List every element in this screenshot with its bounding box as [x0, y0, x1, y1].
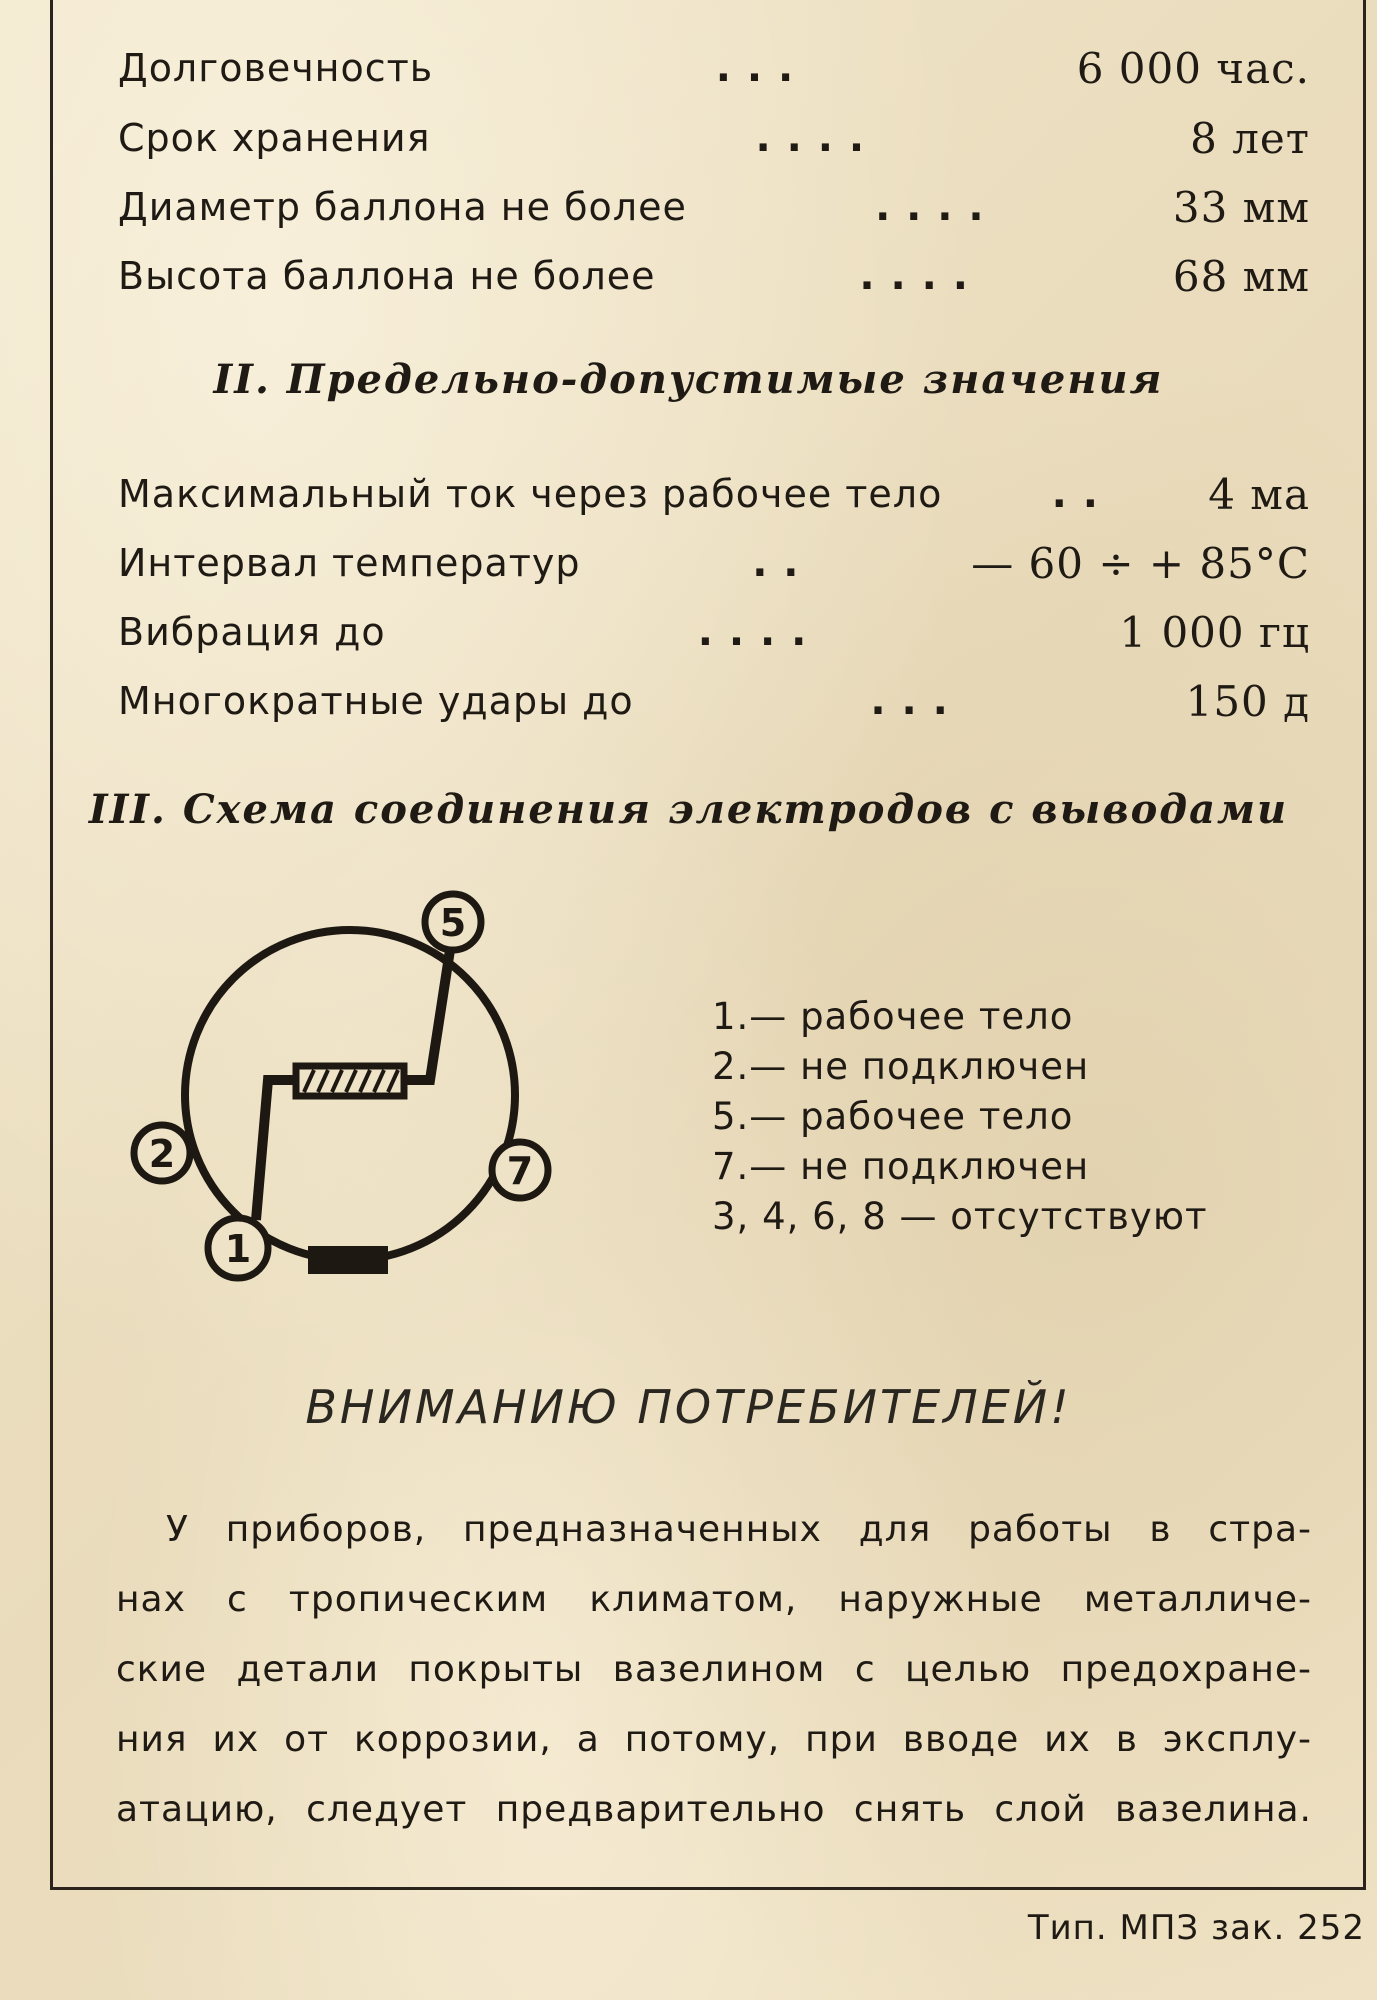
leader-dots: . . .: [715, 45, 795, 91]
limit-value: — 60 ÷ + 85°C: [971, 538, 1310, 588]
leader-dots: . .: [1051, 471, 1099, 517]
spec-label: Диаметр баллона не более: [118, 185, 687, 229]
limit-label: Интервал температур: [118, 541, 581, 585]
spec-value: 33 мм: [1172, 182, 1310, 232]
limit-value: 150 д: [1185, 676, 1310, 726]
spec-row: [118, 177, 1310, 237]
leader-dots: . . . .: [859, 253, 969, 299]
leader-dots: . . . .: [697, 609, 808, 655]
pin-5-label: 5: [439, 901, 467, 945]
pin-legend-item: 5.— рабочее тело: [712, 1095, 1074, 1138]
print-imprint: Тип. МПЗ зак. 252: [1027, 1908, 1365, 1948]
pin-legend-item: 1.— рабочее тело: [712, 995, 1074, 1038]
limit-row: [118, 533, 1310, 593]
section-heading: III. Схема соединения электродов с выводами: [88, 786, 1289, 833]
spec-value: 68 мм: [1172, 251, 1310, 301]
notice-title: ВНИМАНИЮ ПОТРЕБИТЕЛЕЙ!: [305, 1380, 1072, 1434]
limit-row: [118, 671, 1310, 731]
section-heading: II. Предельно-допустимые значения: [213, 356, 1164, 403]
spec-row: [118, 38, 1310, 98]
leader-dots: . . . .: [875, 184, 985, 230]
pin-2: [134, 1125, 190, 1181]
pin-legend: [712, 992, 1332, 1242]
spec-value: 6 000 час.: [1076, 43, 1310, 93]
base-key: [308, 1246, 388, 1274]
limit-row: [118, 464, 1310, 524]
spec-row: [118, 108, 1310, 168]
limit-value: 1 000 гц: [1119, 607, 1310, 657]
pin-1-label: 1: [224, 1227, 252, 1271]
spec-label: Долговечность: [118, 46, 434, 90]
pin-7-label: 7: [506, 1149, 534, 1193]
limit-label: Вибрация до: [118, 610, 386, 654]
pin-7: [492, 1142, 548, 1198]
limit-label: Максимальный ток через рабочее тело: [118, 472, 943, 516]
spec-row: [118, 246, 1310, 306]
notice-line: ские детали покрыты вазелином с целью предохране-: [116, 1649, 1312, 1690]
spec-label: Срок хранения: [118, 116, 431, 160]
notice-line: У приборов, предназначенных для работы в стра-: [166, 1509, 1312, 1550]
limit-label: Многократные удары до: [118, 679, 634, 723]
electrode-lead-1: [256, 1080, 298, 1220]
pin-legend-item: 3, 4, 6, 8 — отсутствуют: [712, 1195, 1208, 1238]
pin-legend-item: 2.— не подключен: [712, 1045, 1090, 1088]
electrode-lead-5: [402, 950, 450, 1080]
notice-body: [116, 1495, 1312, 1845]
pin-legend-item: 7.— не подключен: [712, 1145, 1090, 1188]
limit-row: [118, 602, 1310, 662]
notice-line: атацию, следует предварительно снять слой вазелина.: [116, 1789, 1312, 1830]
spec-value: 8 лет: [1190, 113, 1310, 163]
limit-value: 4 ма: [1208, 469, 1310, 519]
pin-1: [208, 1218, 268, 1278]
notice-line: нах с тропическим климатом, наружные металличе-: [116, 1579, 1312, 1620]
pin-diagram: [120, 880, 580, 1300]
leader-dots: . . .: [870, 678, 949, 724]
pin-2-label: 2: [148, 1132, 176, 1176]
notice-line: ния их от коррозии, а потому, при вводе их в эксплу-: [116, 1719, 1312, 1760]
pin-5: [425, 894, 481, 950]
leader-dots: . .: [752, 540, 800, 586]
spec-label: Высота баллона не более: [118, 254, 656, 298]
leader-dots: . . . .: [755, 115, 866, 161]
